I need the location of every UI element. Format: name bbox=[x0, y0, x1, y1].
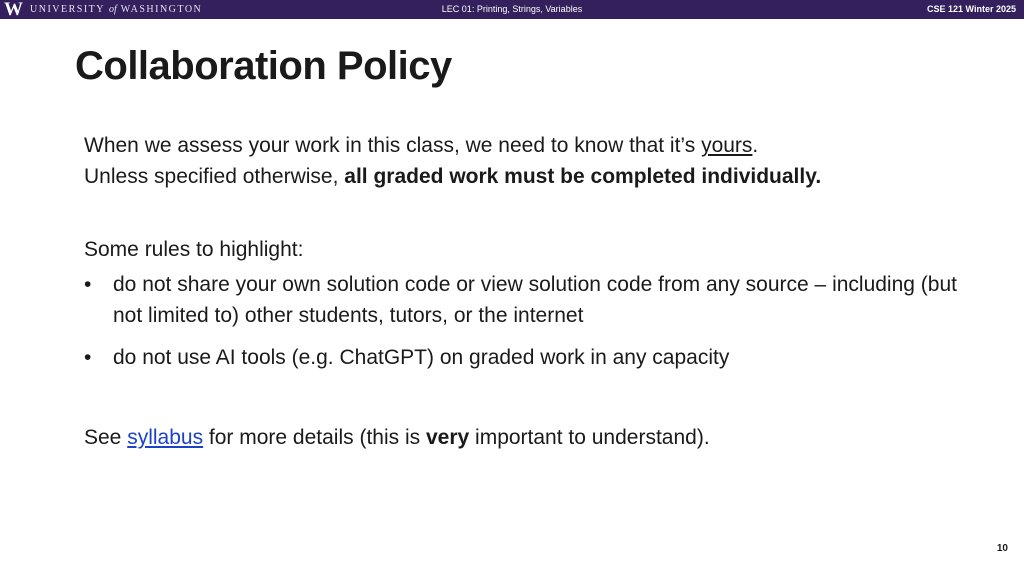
page-number: 10 bbox=[996, 543, 1008, 554]
intro-line-2-text: Unless specified otherwise, bbox=[84, 165, 345, 188]
intro-line-1-end: . bbox=[752, 134, 759, 157]
very-emphasis: very bbox=[425, 426, 470, 449]
intro-line-1-text: When we assess your work in this class, we need to know that it’s bbox=[84, 134, 702, 157]
rule-text: do not use AI tools (e.g. ChatGPT) on graded work in any capacity bbox=[113, 346, 730, 369]
uw-wordmark-washington: WASHINGTON bbox=[120, 4, 203, 15]
slide-body bbox=[84, 130, 964, 453]
bullet-icon: • bbox=[84, 273, 92, 296]
see-mid-text: for more details (this is bbox=[203, 426, 426, 449]
see-end-text: important to understand). bbox=[469, 426, 710, 449]
rules-heading: Some rules to highlight: bbox=[84, 238, 304, 261]
intro-line-1 bbox=[84, 130, 964, 161]
rule-item bbox=[84, 342, 964, 373]
rules-list bbox=[84, 269, 964, 373]
lecture-title: LEC 01: Printing, Strings, Variables bbox=[441, 4, 583, 14]
header-bar bbox=[0, 0, 1024, 19]
slide-title: Collaboration Policy bbox=[75, 44, 452, 88]
see-syllabus-line bbox=[84, 422, 964, 453]
course-label: CSE 121 Winter 2025 bbox=[927, 4, 1016, 14]
syllabus-link[interactable]: syllabus bbox=[127, 426, 204, 449]
uw-w-icon: W bbox=[4, 0, 23, 20]
yours-emphasis: yours bbox=[701, 134, 753, 157]
individual-work-emphasis: all graded work must be completed individually. bbox=[344, 165, 822, 188]
bullet-icon: • bbox=[84, 346, 92, 369]
rule-text: do not share your own solution code or view solution code from any source – including (but not limited to) other students, tutors, or the internet bbox=[113, 273, 957, 327]
intro-line-2 bbox=[84, 161, 964, 192]
see-text: See bbox=[84, 426, 128, 449]
rule-item bbox=[84, 269, 964, 331]
uw-wordmark-university: UNIVERSITY bbox=[30, 4, 105, 15]
uw-wordmark-of: of bbox=[109, 4, 117, 15]
